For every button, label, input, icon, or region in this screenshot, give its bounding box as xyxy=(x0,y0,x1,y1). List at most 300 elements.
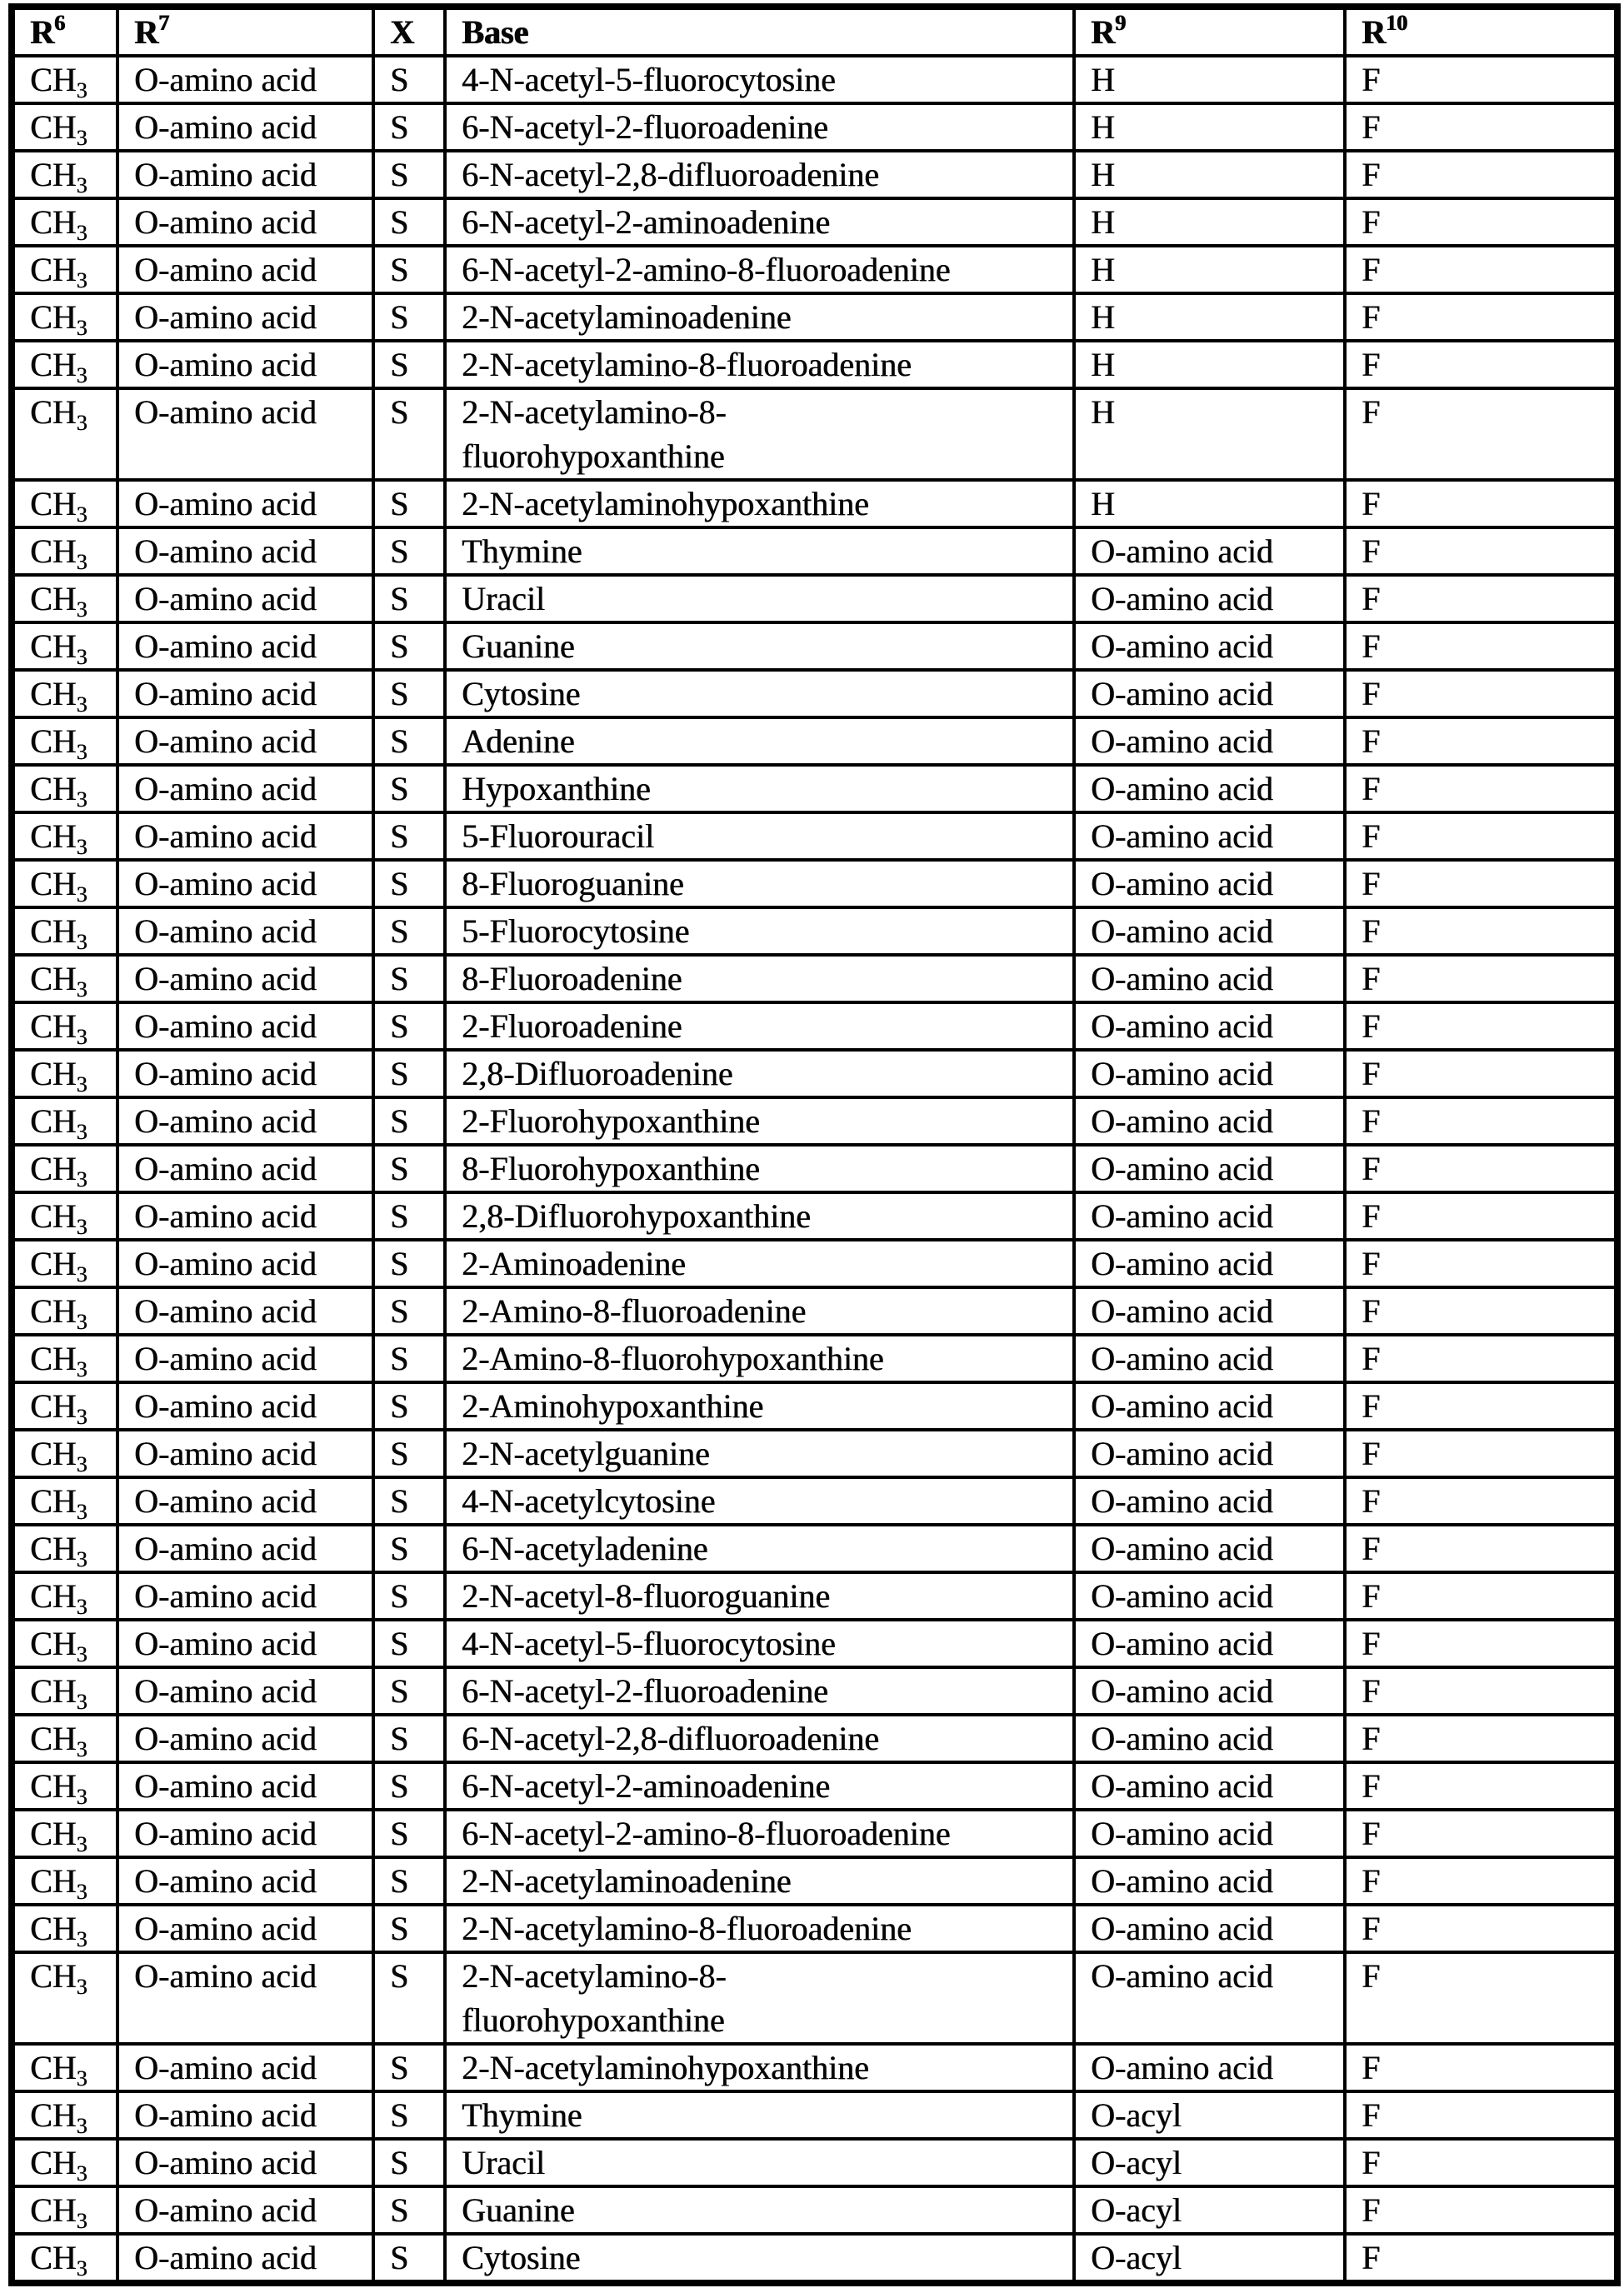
cell-r7: O-amino acid xyxy=(117,246,373,293)
cell-r7: O-amino acid xyxy=(117,1667,373,1715)
cell-r6: $CH_3$ xyxy=(12,103,117,151)
cell-r6: $CH_3$ xyxy=(12,480,117,527)
cell-x: S xyxy=(373,670,445,717)
cell-r6: $CH_3$ xyxy=(12,1145,117,1192)
cell-r6: $CH_3$ xyxy=(12,907,117,955)
cell-base: 6-N-acetyl-2-amino-8-fluoroadenine xyxy=(445,246,1074,293)
table-row xyxy=(12,1857,1617,1905)
cell-base: 2,8-Difluoroadenine xyxy=(445,1050,1074,1097)
cell-base: Hypoxanthine xyxy=(445,765,1074,812)
cell-x: S xyxy=(373,717,445,765)
cell-r7: O-amino acid xyxy=(117,480,373,527)
cell-r9: O-amino acid xyxy=(1074,622,1345,670)
header-r10: $R^{10}$ xyxy=(1345,7,1617,56)
cell-x: S xyxy=(373,480,445,527)
cell-r10: F xyxy=(1345,527,1617,575)
table-row xyxy=(12,2234,1617,2283)
cell-r9: O-acyl xyxy=(1074,2139,1345,2186)
cell-x: S xyxy=(373,575,445,622)
table-row xyxy=(12,103,1617,151)
cell-base: 2-N-acetylaminoadenine xyxy=(445,293,1074,341)
cell-r6: $CH_3$ xyxy=(12,2139,117,2186)
cell-r10: F xyxy=(1345,575,1617,622)
cell-base: 5-Fluorocytosine xyxy=(445,907,1074,955)
cell-r10: F xyxy=(1345,765,1617,812)
cell-r7: O-amino acid xyxy=(117,1477,373,1525)
cell-r10: F xyxy=(1345,388,1617,480)
cell-x: S xyxy=(373,103,445,151)
cell-r10: F xyxy=(1345,670,1617,717)
cell-r6: $CH_3$ xyxy=(12,2091,117,2139)
cell-r7: O-amino acid xyxy=(117,955,373,1002)
header-base: Base xyxy=(445,7,1074,56)
table-row xyxy=(12,527,1617,575)
cell-r10: F xyxy=(1345,103,1617,151)
table-row xyxy=(12,2139,1617,2186)
cell-base: Uracil xyxy=(445,575,1074,622)
cell-r10: F xyxy=(1345,2044,1617,2091)
table-row xyxy=(12,1810,1617,1857)
cell-r10: F xyxy=(1345,246,1617,293)
table-row xyxy=(12,1002,1617,1050)
cell-r9: H xyxy=(1074,103,1345,151)
cell-r6: $CH_3$ xyxy=(12,56,117,103)
cell-r10: F xyxy=(1345,2234,1617,2283)
cell-x: S xyxy=(373,293,445,341)
cell-r9: O-amino acid xyxy=(1074,1477,1345,1525)
cell-r10: F xyxy=(1345,2186,1617,2234)
table-row xyxy=(12,151,1617,198)
cell-r9: H xyxy=(1074,293,1345,341)
cell-x: S xyxy=(373,1525,445,1572)
table-row xyxy=(12,2186,1617,2234)
table-row xyxy=(12,1192,1617,1240)
cell-base: 2-N-acetyl-8-fluoroguanine xyxy=(445,1572,1074,1620)
table-header xyxy=(12,7,1617,56)
cell-r10: F xyxy=(1345,198,1617,246)
cell-r9: O-amino acid xyxy=(1074,1952,1345,2044)
cell-base: 2-N-acetylaminohypoxanthine xyxy=(445,480,1074,527)
cell-r9: O-amino acid xyxy=(1074,1240,1345,1287)
cell-base: 2-N-acetylaminoadenine xyxy=(445,1857,1074,1905)
cell-base: 6-N-acetyl-2-fluoroadenine xyxy=(445,103,1074,151)
cell-r7: O-amino acid xyxy=(117,765,373,812)
cell-r7: O-amino acid xyxy=(117,1762,373,1810)
cell-r6: $CH_3$ xyxy=(12,527,117,575)
cell-r9: H xyxy=(1074,56,1345,103)
cell-r9: O-amino acid xyxy=(1074,907,1345,955)
cell-x: S xyxy=(373,1762,445,1810)
cell-r9: O-amino acid xyxy=(1074,1525,1345,1572)
cell-r10: F xyxy=(1345,293,1617,341)
cell-r7: O-amino acid xyxy=(117,1952,373,2044)
cell-r9: H xyxy=(1074,151,1345,198)
table-row xyxy=(12,2044,1617,2091)
cell-x: S xyxy=(373,246,445,293)
cell-r9: O-amino acid xyxy=(1074,1810,1345,1857)
cell-r6: $CH_3$ xyxy=(12,293,117,341)
cell-r9: O-amino acid xyxy=(1074,765,1345,812)
cell-r10: F xyxy=(1345,1477,1617,1525)
cell-x: S xyxy=(373,955,445,1002)
cell-r6: $CH_3$ xyxy=(12,765,117,812)
cell-x: S xyxy=(373,765,445,812)
cell-r6: $CH_3$ xyxy=(12,670,117,717)
cell-r10: F xyxy=(1345,480,1617,527)
cell-r9: O-amino acid xyxy=(1074,1002,1345,1050)
table-row xyxy=(12,480,1617,527)
cell-x: S xyxy=(373,388,445,480)
header-r7: $R^7$ xyxy=(117,7,373,56)
header-r6: $R^6$ xyxy=(12,7,117,56)
cell-base: 2-Aminoadenine xyxy=(445,1240,1074,1287)
cell-r9: O-acyl xyxy=(1074,2234,1345,2283)
cell-base: 2-N-acetylamino-8-fluoroadenine xyxy=(445,341,1074,388)
cell-r6: $CH_3$ xyxy=(12,1335,117,1382)
cell-r9: O-amino acid xyxy=(1074,1145,1345,1192)
cell-x: S xyxy=(373,2234,445,2283)
cell-r6: $CH_3$ xyxy=(12,1287,117,1335)
cell-r6: $CH_3$ xyxy=(12,388,117,480)
cell-x: S xyxy=(373,527,445,575)
cell-r10: F xyxy=(1345,1572,1617,1620)
table-row xyxy=(12,1287,1617,1335)
cell-base: 2-Fluorohypoxanthine xyxy=(445,1097,1074,1145)
cell-r9: O-amino acid xyxy=(1074,812,1345,860)
cell-r9: O-amino acid xyxy=(1074,2044,1345,2091)
cell-r10: F xyxy=(1345,1382,1617,1430)
table-row xyxy=(12,1145,1617,1192)
cell-base: 2-N-acetylaminohypoxanthine xyxy=(445,2044,1074,2091)
table-row xyxy=(12,907,1617,955)
cell-r6: $CH_3$ xyxy=(12,812,117,860)
cell-r6: $CH_3$ xyxy=(12,1905,117,1952)
table-row xyxy=(12,1667,1617,1715)
cell-x: S xyxy=(373,151,445,198)
cell-base: 8-Fluoroguanine xyxy=(445,860,1074,907)
cell-r6: $CH_3$ xyxy=(12,1525,117,1572)
cell-r7: O-amino acid xyxy=(117,670,373,717)
cell-r6: $CH_3$ xyxy=(12,1192,117,1240)
cell-r7: O-amino acid xyxy=(117,1857,373,1905)
cell-x: S xyxy=(373,1857,445,1905)
cell-r10: F xyxy=(1345,2091,1617,2139)
cell-base: 2-N-acetylamino-8-fluoroadenine xyxy=(445,1905,1074,1952)
cell-base: 2-Fluoroadenine xyxy=(445,1002,1074,1050)
cell-base: 5-Fluorouracil xyxy=(445,812,1074,860)
cell-r10: F xyxy=(1345,1715,1617,1762)
cell-r7: O-amino acid xyxy=(117,1620,373,1667)
cell-x: S xyxy=(373,1335,445,1382)
cell-r10: F xyxy=(1345,955,1617,1002)
cell-r6: $CH_3$ xyxy=(12,622,117,670)
cell-base: 4-N-acetyl-5-fluorocytosine xyxy=(445,1620,1074,1667)
cell-r7: O-amino acid xyxy=(117,198,373,246)
cell-r10: F xyxy=(1345,907,1617,955)
cell-r7: O-amino acid xyxy=(117,1335,373,1382)
cell-r9: O-amino acid xyxy=(1074,527,1345,575)
cell-r9: H xyxy=(1074,388,1345,480)
cell-r10: F xyxy=(1345,1097,1617,1145)
cell-r6: $CH_3$ xyxy=(12,860,117,907)
cell-r6: $CH_3$ xyxy=(12,1002,117,1050)
cell-r7: O-amino acid xyxy=(117,1905,373,1952)
table-row xyxy=(12,2091,1617,2139)
cell-r7: O-amino acid xyxy=(117,2234,373,2283)
cell-r6: $CH_3$ xyxy=(12,2234,117,2283)
cell-r9: O-amino acid xyxy=(1074,717,1345,765)
cell-r7: O-amino acid xyxy=(117,717,373,765)
table-row xyxy=(12,388,1617,480)
cell-x: S xyxy=(373,622,445,670)
cell-r9: O-amino acid xyxy=(1074,1430,1345,1477)
cell-r7: O-amino acid xyxy=(117,388,373,480)
cell-base: 6-N-acetyl-2-fluoroadenine xyxy=(445,1667,1074,1715)
cell-r9: O-amino acid xyxy=(1074,1382,1345,1430)
cell-x: S xyxy=(373,907,445,955)
table-row xyxy=(12,1762,1617,1810)
cell-r7: O-amino acid xyxy=(117,2044,373,2091)
cell-base: Cytosine xyxy=(445,2234,1074,2283)
cell-x: S xyxy=(373,1145,445,1192)
table-row xyxy=(12,1050,1617,1097)
cell-x: S xyxy=(373,1050,445,1097)
cell-r7: O-amino acid xyxy=(117,2139,373,2186)
cell-r6: $CH_3$ xyxy=(12,151,117,198)
cell-x: S xyxy=(373,2139,445,2186)
cell-r9: O-amino acid xyxy=(1074,1572,1345,1620)
cell-r9: O-amino acid xyxy=(1074,1192,1345,1240)
cell-r7: O-amino acid xyxy=(117,1430,373,1477)
cell-x: S xyxy=(373,1572,445,1620)
table-row xyxy=(12,575,1617,622)
cell-r6: $CH_3$ xyxy=(12,575,117,622)
cell-r10: F xyxy=(1345,1857,1617,1905)
cell-r7: O-amino acid xyxy=(117,1240,373,1287)
cell-r7: O-amino acid xyxy=(117,1145,373,1192)
cell-x: S xyxy=(373,812,445,860)
cell-r6: $CH_3$ xyxy=(12,1952,117,2044)
cell-r9: O-acyl xyxy=(1074,2186,1345,2234)
table-row xyxy=(12,1905,1617,1952)
cell-r10: F xyxy=(1345,860,1617,907)
cell-r6: $CH_3$ xyxy=(12,1762,117,1810)
cell-r10: F xyxy=(1345,1430,1617,1477)
cell-r7: O-amino acid xyxy=(117,1287,373,1335)
cell-base: 2-N-acetylamino-8- fluorohypoxanthine xyxy=(445,1952,1074,2044)
table-row xyxy=(12,1572,1617,1620)
cell-r10: F xyxy=(1345,1335,1617,1382)
cell-r6: $CH_3$ xyxy=(12,955,117,1002)
cell-r7: O-amino acid xyxy=(117,341,373,388)
cell-r7: O-amino acid xyxy=(117,575,373,622)
cell-r9: O-amino acid xyxy=(1074,1857,1345,1905)
cell-base: 6-N-acetyl-2-aminoadenine xyxy=(445,198,1074,246)
cell-base: 2-Amino-8-fluorohypoxanthine xyxy=(445,1335,1074,1382)
cell-r6: $CH_3$ xyxy=(12,1857,117,1905)
cell-r9: H xyxy=(1074,246,1345,293)
cell-r10: F xyxy=(1345,341,1617,388)
cell-r7: O-amino acid xyxy=(117,1097,373,1145)
cell-r7: O-amino acid xyxy=(117,2091,373,2139)
cell-r10: F xyxy=(1345,1002,1617,1050)
table-row xyxy=(12,1620,1617,1667)
cell-r6: $CH_3$ xyxy=(12,1810,117,1857)
table-row xyxy=(12,717,1617,765)
table-row xyxy=(12,293,1617,341)
cell-base: Guanine xyxy=(445,622,1074,670)
table-body xyxy=(12,56,1617,2283)
table-row xyxy=(12,1430,1617,1477)
cell-r9: H xyxy=(1074,480,1345,527)
cell-r10: F xyxy=(1345,56,1617,103)
cell-x: S xyxy=(373,2186,445,2234)
table-row xyxy=(12,198,1617,246)
table-row xyxy=(12,1382,1617,1430)
cell-r9: O-acyl xyxy=(1074,2091,1345,2139)
cell-r10: F xyxy=(1345,1287,1617,1335)
cell-base: 6-N-acetyladenine xyxy=(445,1525,1074,1572)
cell-r7: O-amino acid xyxy=(117,56,373,103)
cell-r7: O-amino acid xyxy=(117,1810,373,1857)
header-row xyxy=(12,7,1617,56)
table-row xyxy=(12,622,1617,670)
cell-x: S xyxy=(373,860,445,907)
cell-base: 2-N-acetylguanine xyxy=(445,1430,1074,1477)
cell-r9: O-amino acid xyxy=(1074,1287,1345,1335)
cell-x: S xyxy=(373,1382,445,1430)
cell-r7: O-amino acid xyxy=(117,622,373,670)
cell-x: S xyxy=(373,1192,445,1240)
table-row xyxy=(12,56,1617,103)
cell-r10: F xyxy=(1345,1905,1617,1952)
cell-x: S xyxy=(373,2091,445,2139)
cell-base: 4-N-acetyl-5-fluorocytosine xyxy=(445,56,1074,103)
cell-r10: F xyxy=(1345,1620,1617,1667)
cell-base: Cytosine xyxy=(445,670,1074,717)
cell-r6: $CH_3$ xyxy=(12,1240,117,1287)
cell-r10: F xyxy=(1345,1762,1617,1810)
cell-x: S xyxy=(373,1430,445,1477)
cell-r9: O-amino acid xyxy=(1074,575,1345,622)
cell-r10: F xyxy=(1345,151,1617,198)
cell-base: Thymine xyxy=(445,527,1074,575)
substituent-table xyxy=(8,3,1621,2286)
cell-base: Adenine xyxy=(445,717,1074,765)
cell-r6: $CH_3$ xyxy=(12,1715,117,1762)
cell-r6: $CH_3$ xyxy=(12,1572,117,1620)
table-row xyxy=(12,1097,1617,1145)
cell-r9: H xyxy=(1074,198,1345,246)
cell-r9: O-amino acid xyxy=(1074,1097,1345,1145)
cell-x: S xyxy=(373,341,445,388)
cell-base: 6-N-acetyl-2-amino-8-fluoroadenine xyxy=(445,1810,1074,1857)
cell-x: S xyxy=(373,1952,445,2044)
cell-r7: O-amino acid xyxy=(117,1572,373,1620)
cell-r9: O-amino acid xyxy=(1074,1715,1345,1762)
cell-r9: O-amino acid xyxy=(1074,1050,1345,1097)
cell-r7: O-amino acid xyxy=(117,1382,373,1430)
cell-r9: O-amino acid xyxy=(1074,1335,1345,1382)
cell-r9: O-amino acid xyxy=(1074,1762,1345,1810)
cell-x: S xyxy=(373,1715,445,1762)
header-r9: $R^9$ xyxy=(1074,7,1345,56)
table-row xyxy=(12,1240,1617,1287)
cell-r10: F xyxy=(1345,1145,1617,1192)
cell-base: 2-N-acetylamino-8- fluorohypoxanthine xyxy=(445,388,1074,480)
cell-x: S xyxy=(373,1620,445,1667)
table-row xyxy=(12,860,1617,907)
cell-x: S xyxy=(373,1240,445,1287)
cell-x: S xyxy=(373,1477,445,1525)
cell-r7: O-amino acid xyxy=(117,293,373,341)
cell-r9: O-amino acid xyxy=(1074,860,1345,907)
cell-base: 6-N-acetyl-2,8-difluoroadenine xyxy=(445,1715,1074,1762)
cell-r7: O-amino acid xyxy=(117,1192,373,1240)
table-row xyxy=(12,1525,1617,1572)
cell-x: S xyxy=(373,1905,445,1952)
cell-r7: O-amino acid xyxy=(117,1715,373,1762)
cell-r9: H xyxy=(1074,341,1345,388)
table-row xyxy=(12,670,1617,717)
table-row xyxy=(12,246,1617,293)
cell-base: Thymine xyxy=(445,2091,1074,2139)
cell-x: S xyxy=(373,1287,445,1335)
cell-base: Guanine xyxy=(445,2186,1074,2234)
cell-x: S xyxy=(373,1810,445,1857)
cell-r6: $CH_3$ xyxy=(12,246,117,293)
table-row xyxy=(12,765,1617,812)
cell-base: 6-N-acetyl-2-aminoadenine xyxy=(445,1762,1074,1810)
cell-r6: $CH_3$ xyxy=(12,1620,117,1667)
table-row xyxy=(12,1477,1617,1525)
cell-r9: O-amino acid xyxy=(1074,1620,1345,1667)
cell-base: 4-N-acetylcytosine xyxy=(445,1477,1074,1525)
cell-r7: O-amino acid xyxy=(117,1002,373,1050)
cell-base: Uracil xyxy=(445,2139,1074,2186)
cell-r10: F xyxy=(1345,622,1617,670)
cell-r10: F xyxy=(1345,1192,1617,1240)
cell-r9: O-amino acid xyxy=(1074,955,1345,1002)
cell-r9: O-amino acid xyxy=(1074,1905,1345,1952)
cell-r6: $CH_3$ xyxy=(12,1477,117,1525)
cell-r10: F xyxy=(1345,717,1617,765)
cell-r7: O-amino acid xyxy=(117,860,373,907)
cell-r7: O-amino acid xyxy=(117,812,373,860)
cell-r10: F xyxy=(1345,2139,1617,2186)
cell-r6: $CH_3$ xyxy=(12,1382,117,1430)
cell-base: 8-Fluorohypoxanthine xyxy=(445,1145,1074,1192)
cell-x: S xyxy=(373,56,445,103)
cell-r7: O-amino acid xyxy=(117,527,373,575)
cell-r6: $CH_3$ xyxy=(12,198,117,246)
cell-base: 2-Aminohypoxanthine xyxy=(445,1382,1074,1430)
cell-r10: F xyxy=(1345,1810,1617,1857)
cell-x: S xyxy=(373,1667,445,1715)
cell-r6: $CH_3$ xyxy=(12,341,117,388)
cell-r6: $CH_3$ xyxy=(12,2044,117,2091)
cell-r6: $CH_3$ xyxy=(12,2186,117,2234)
cell-x: S xyxy=(373,1097,445,1145)
cell-r7: O-amino acid xyxy=(117,103,373,151)
cell-r6: $CH_3$ xyxy=(12,717,117,765)
table-row xyxy=(12,812,1617,860)
cell-x: S xyxy=(373,198,445,246)
cell-r6: $CH_3$ xyxy=(12,1097,117,1145)
cell-base: 2,8-Difluorohypoxanthine xyxy=(445,1192,1074,1240)
header-x: X xyxy=(373,7,445,56)
table-row xyxy=(12,1715,1617,1762)
